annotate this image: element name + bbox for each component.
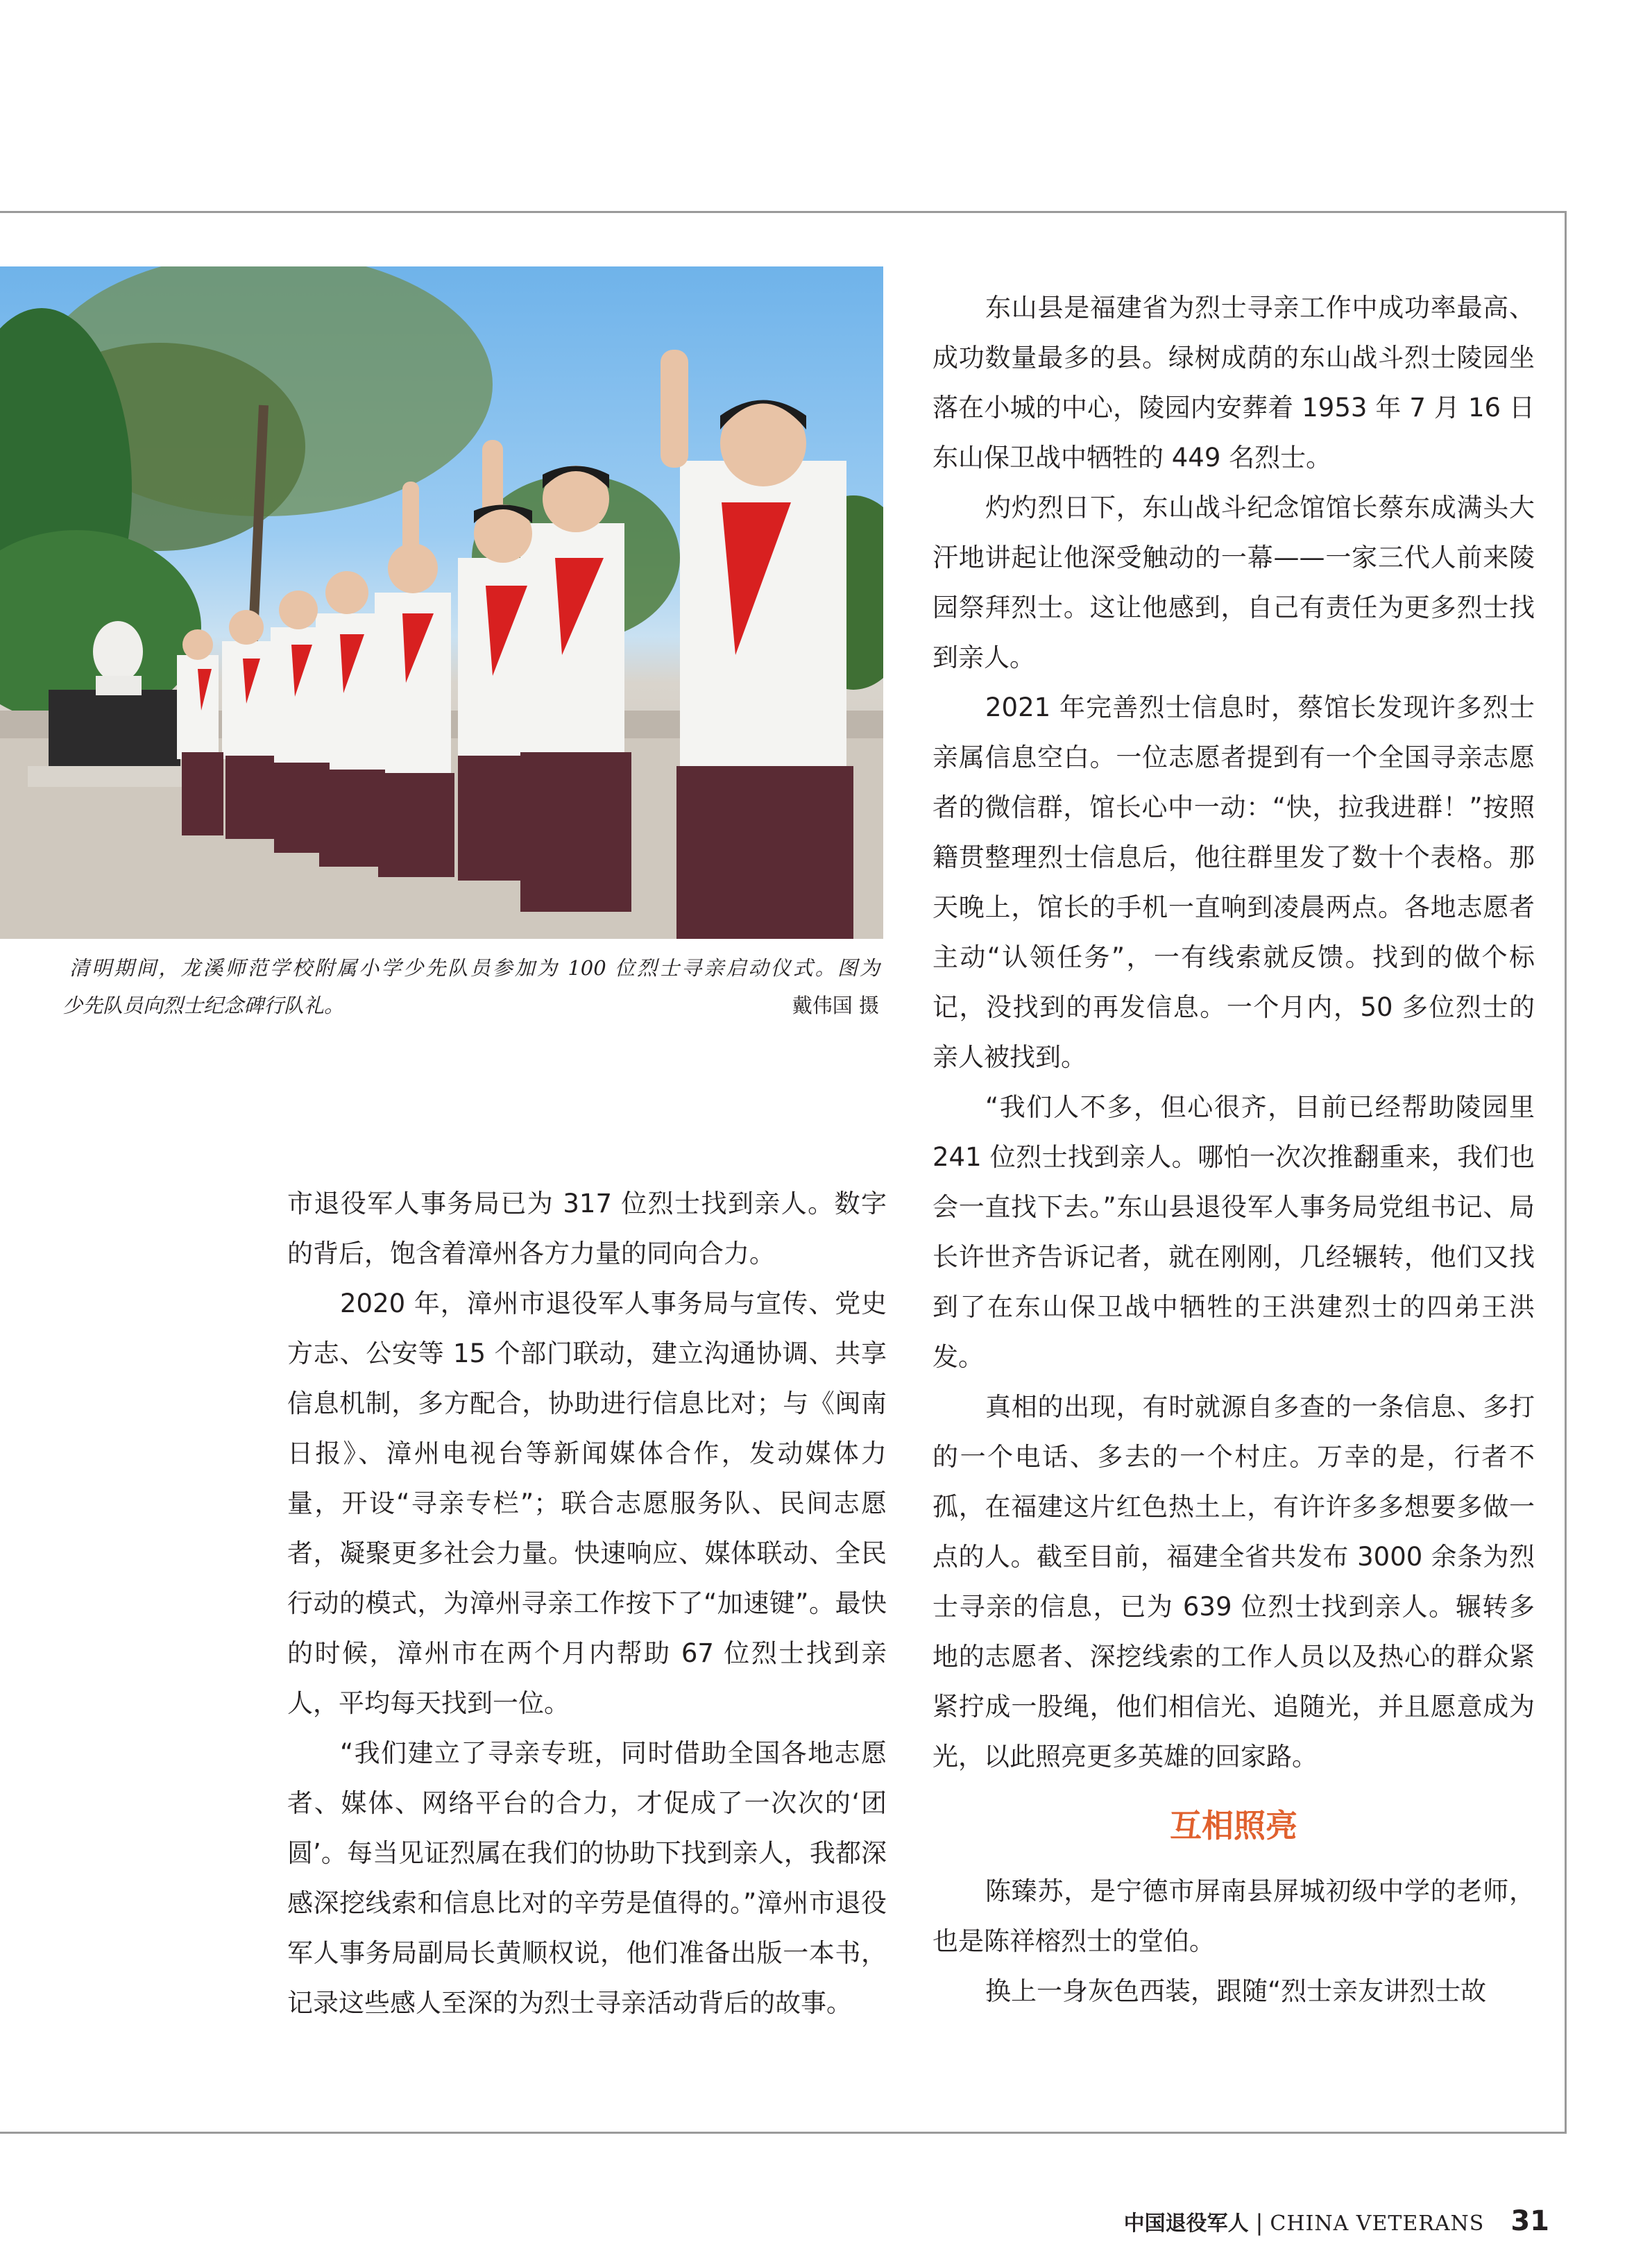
magazine-name: 中国退役军人	[1123, 2211, 1249, 2236]
paragraph: 东山县是福建省为烈士寻亲工作中成功率最高、成功数量最多的县。绿树成荫的东山战斗烈士陵园坐落在小城的中心，陵园内安葬着 1953 年 7 月 16 日东山保卫战中牺牲的 449 名烈士。	[933, 293, 1535, 473]
magazine-english-name: CHINA VETERANS	[1270, 2211, 1485, 2236]
article-left-column	[287, 1179, 887, 2028]
paragraph: “我们人不多，但心很齐，目前已经帮助陵园里 241 位烈士找到亲人。哪怕一次次推翻重来，我们也会一直找下去。”东山县退役军人事务局党组书记、局长许世齐告诉记者，就在刚刚，几经辗转，他们又找到了在东山保卫战中牺牲的王洪建烈士的四弟王洪发。	[933, 1092, 1535, 1372]
paragraph: 换上一身灰色西装，跟随“烈士亲友讲烈士故	[985, 1976, 1487, 2006]
paragraph: 陈臻苏，是宁德市屏南县屏城初级中学的老师，也是陈祥榕烈士的堂伯。	[933, 1876, 1535, 1956]
paragraph: 2021 年完善烈士信息时，蔡馆长发现许多烈士亲属信息空白。一位志愿者提到有一个全国寻亲志愿者的微信群，馆长心中一动：“快，拉我进群！”按照籍贯整理烈士信息后，他往群里发了数十个表格。那天晚上，馆长的手机一直响到凌晨两点。各地志愿者主动“认领任务”，一有线索就反馈。找到的做个标记，没找到的再发信息。一个月内，50 多位烈士的亲人被找到。	[933, 693, 1535, 1072]
caption-line-1: 清明期间，龙溪师范学校附属小学少先队员参加为 100 位烈士寻亲启动仪式。图为	[69, 956, 880, 980]
photo-credit: 戴伟国 摄	[792, 994, 879, 1017]
paragraph: 2020 年，漳州市退役军人事务局与宣传、党史方志、公安等 15 个部门联动，建立沟通协调、共享信息机制，多方配合，协助进行信息比对；与《闽南日报》、漳州电视台等新闻媒体合作，发动媒体力量，开设“寻亲专栏”；联合志愿服务队、民间志愿者，凝聚更多社会力量。快速响应、媒体联动、全民行动的模式，为漳州寻亲工作按下了“加速键”。最快的时候，漳州市在两个月内帮助 67 位烈士找到亲人，平均每天找到一位。	[287, 1289, 887, 1718]
photo-illustration	[0, 266, 883, 939]
footer-separator: |	[1255, 2209, 1263, 2236]
cover-photo	[0, 266, 883, 939]
paragraph: 市退役军人事务局已为 317 位烈士找到亲人。数字的背后，饱含着漳州各方力量的同向合力。	[287, 1189, 887, 1268]
caption-line-2: 少先队员向烈士纪念碑行队礼。	[62, 994, 345, 1017]
article-right-column	[933, 283, 1535, 2016]
page-footer	[1124, 2205, 1549, 2237]
section-heading: 互相照亮	[1170, 1807, 1297, 1844]
paragraph: 真相的出现，有时就源自多查的一条信息、多打的一个电话、多去的一个村庄。万幸的是，行者不孤，在福建这片红色热土上，有许许多多想要多做一点的人。截至目前，福建全省共发布 3000 余条为烈士寻亲的信息，已为 639 位烈士找到亲人。辗转多地的志愿者、深挖线索的工作人员以及热心的群众紧紧拧成一股绳，他们相信光、追随光，并且愿意成为光，以此照亮更多英雄的回家路。	[933, 1392, 1535, 1772]
paragraph: 灼灼烈日下，东山战斗纪念馆馆长蔡东成满头大汗地讲起让他深受触动的一幕——一家三代人前来陵园祭拜烈士。这让他感到，自己有责任为更多烈士找到亲人。	[933, 493, 1535, 672]
paragraph: “我们建立了寻亲专班，同时借助全国各地志愿者、媒体、网络平台的合力，才促成了一次次的‘团圆’。每当见证烈属在我们的协助下找到亲人，我都深感深挖线索和信息比对的辛劳是值得的。”漳州市退役军人事务局副局长黄顺权说，他们准备出版一本书，记录这些感人至深的为烈士寻亲活动背后的故事。	[287, 1738, 887, 2018]
page-number: 31	[1510, 2205, 1549, 2237]
photo-caption	[62, 949, 880, 1024]
